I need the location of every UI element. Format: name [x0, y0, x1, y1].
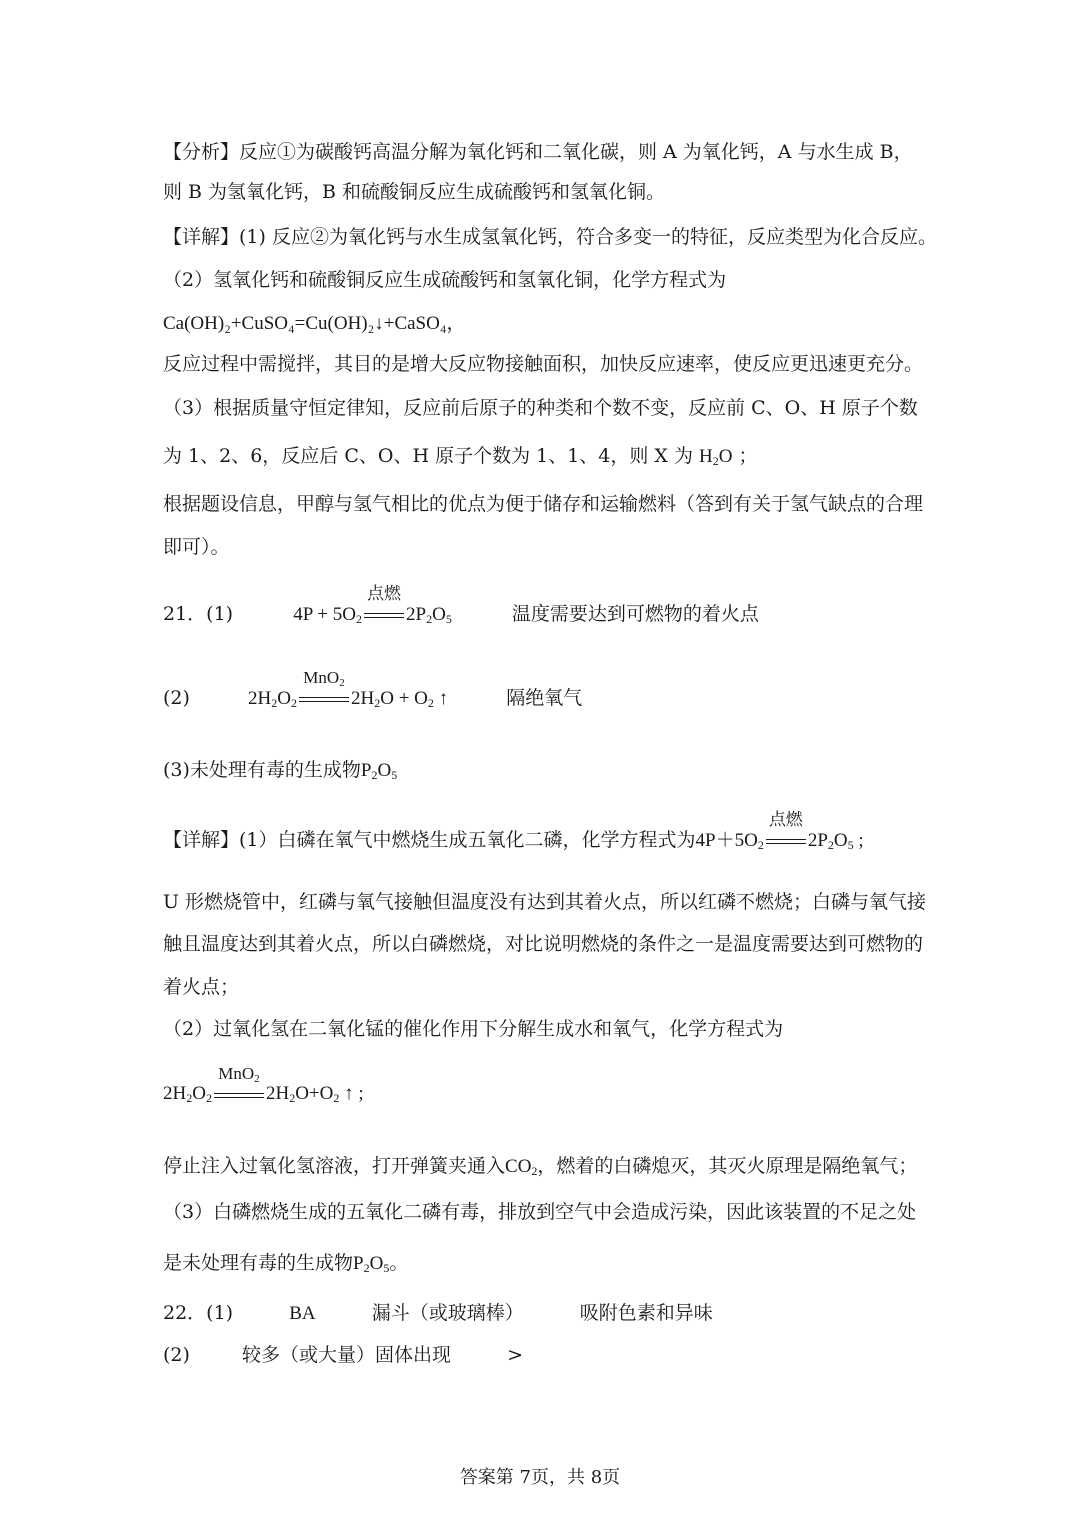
condition-mno2: MnO$_2$ — [299, 684, 349, 712]
detail21-line-5: （2）过氧化氢在二氧化锰的催化作用下分解生成水和氧气，化学方程式为 — [163, 1018, 784, 1040]
q22-part1-label: 22．(1) — [163, 1302, 234, 1324]
q21-part3 — [163, 756, 397, 789]
detail-line-5: （3）根据质量守恒定律知，反应前后原子的种类和个数不变，反应前 C、O、H 原子个数 — [163, 397, 918, 419]
equation-h2o2-decomposition: $2H_2O_2$ MnO$_2$ $2H_2O + O_2$ ↑ — [248, 668, 449, 710]
formula-co2: $CO_2$ — [505, 1156, 538, 1178]
detail-line-4: 反应过程中需搅拌，其目的是增大反应物接触面积，加快反应速率，使反应更迅速更充分。 — [163, 353, 924, 375]
equation-p-combustion: $4P + 5O_2$ 点燃 $2P_2O_5$ — [293, 584, 452, 626]
detail21-line-9-pre: 是未处理有毒的生成物 — [163, 1252, 354, 1274]
detail21-line-2: U 形燃烧管中，红磷与氧气接触但温度没有达到其着火点，所以红磷不燃烧；白磷与氧气接 — [163, 891, 927, 913]
detail21-line-8: （3）白磷燃烧生成的五氧化二磷有毒，排放到空气中会造成污染，因此该装置的不足之处 — [163, 1201, 917, 1223]
detail21-line-7-post: ，燃着的白磷熄灭，其灭火原理是隔绝氧气； — [537, 1155, 918, 1177]
detail21-line-3: 触且温度达到其着火点，所以白磷燃烧，对比说明燃烧的条件之一是温度需要达到可燃物的 — [163, 933, 924, 955]
q21-part1-answer: 温度需要达到可燃物的着火点 — [511, 603, 759, 625]
formula-h2o: $H_2O$ — [699, 446, 733, 468]
detail-line-8: 即可）。 — [163, 536, 230, 558]
equation-h2o2-decomposition-2: $2H_2O_2$ MnO$_2$ $2H_2O+O_2$ ↑ ; — [163, 1080, 364, 1112]
q22-part2-answer-a: 较多（或大量）固体出现 — [242, 1344, 452, 1366]
q22-part2-answer-b: > — [507, 1344, 524, 1366]
detail-line-2: （2）氢氧化钙和硫酸铜反应生成硫酸钙和氢氧化铜，化学方程式为 — [163, 269, 727, 291]
q22-part1-answer-b: 漏斗（或玻璃棒） — [371, 1302, 524, 1324]
q22-part2-label: (2) — [163, 1344, 190, 1366]
q21-part1 — [163, 584, 759, 633]
page-footer: 答案第 7页，共 8页 — [459, 1467, 621, 1488]
analysis-line-2: 则 B 为氢氧化钙，B 和硫酸铜反应生成硫酸钙和氢氧化铜。 — [163, 181, 666, 203]
condition-mno2-2: MnO$_2$ — [214, 1080, 264, 1108]
detail21-line-1-text: 【详解】(1）白磷在氧气中燃烧生成五氧化二磷，化学方程式为 — [163, 829, 696, 851]
equation-p-combustion-inline: $4P+5O_2$ 点燃 $2P_2O_5$ ; — [695, 810, 864, 852]
condition-ignite: 点燃 — [364, 600, 404, 628]
detail21-line-9-post: 。 — [389, 1252, 409, 1274]
formula-p2o5: $P_2O_5$ — [360, 760, 398, 782]
q21-part2 — [163, 668, 583, 717]
detail-line-6-suffix: ； — [738, 445, 758, 467]
q22-part1-answer-c: 吸附色素和异味 — [579, 1302, 713, 1324]
q21-part1-label: 21．(1) — [163, 603, 234, 625]
q21-part2-answer: 隔绝氧气 — [506, 687, 583, 709]
q22-part1 — [163, 1299, 713, 1328]
detail-line-6 — [163, 442, 758, 475]
detail-line-6-text: 为 1、2、6，反应后 C、O、H 原子个数为 1、1、4，则 X 为 — [163, 445, 693, 467]
detail-line-7: 根据题设信息，甲醇与氢气相比的优点为便于储存和运输燃料（答到有关于氢气缺点的合理 — [163, 493, 924, 515]
detail21-line-1 — [163, 810, 864, 859]
detail21-line-4: 着火点； — [163, 976, 240, 998]
condition-ignite-2: 点燃 — [766, 826, 806, 854]
detail21-line-9 — [163, 1249, 408, 1282]
detail-line-1: 【详解】(1) 反应②为氧化钙与水生成氢氧化钙，符合多变一的特征，反应类型为化合反应。 — [163, 226, 937, 248]
formula-p2o5-2: $P_2O_5$ — [353, 1253, 390, 1275]
analysis-line-1: 【分析】反应①为碳酸钙高温分解为氧化钙和二氧化碳，则 A 为氧化钙，A 与水生成 B， — [163, 141, 913, 163]
equation-caoh2-cuso4: Ca(OH)₂+CuSO₄=Cu(OH)₂↓+CaSO₄， — [163, 313, 466, 334]
detail21-line-7 — [163, 1152, 917, 1185]
detail21-line-7-pre: 停止注入过氧化氢溶液，打开弹簧夹通入 — [163, 1155, 506, 1177]
q22-part2 — [163, 1341, 523, 1369]
q21-part3-text: (3)未处理有毒的生成物 — [163, 759, 361, 781]
q21-part2-label: (2) — [163, 687, 190, 709]
q22-part1-answer-a: BA — [289, 1303, 316, 1324]
